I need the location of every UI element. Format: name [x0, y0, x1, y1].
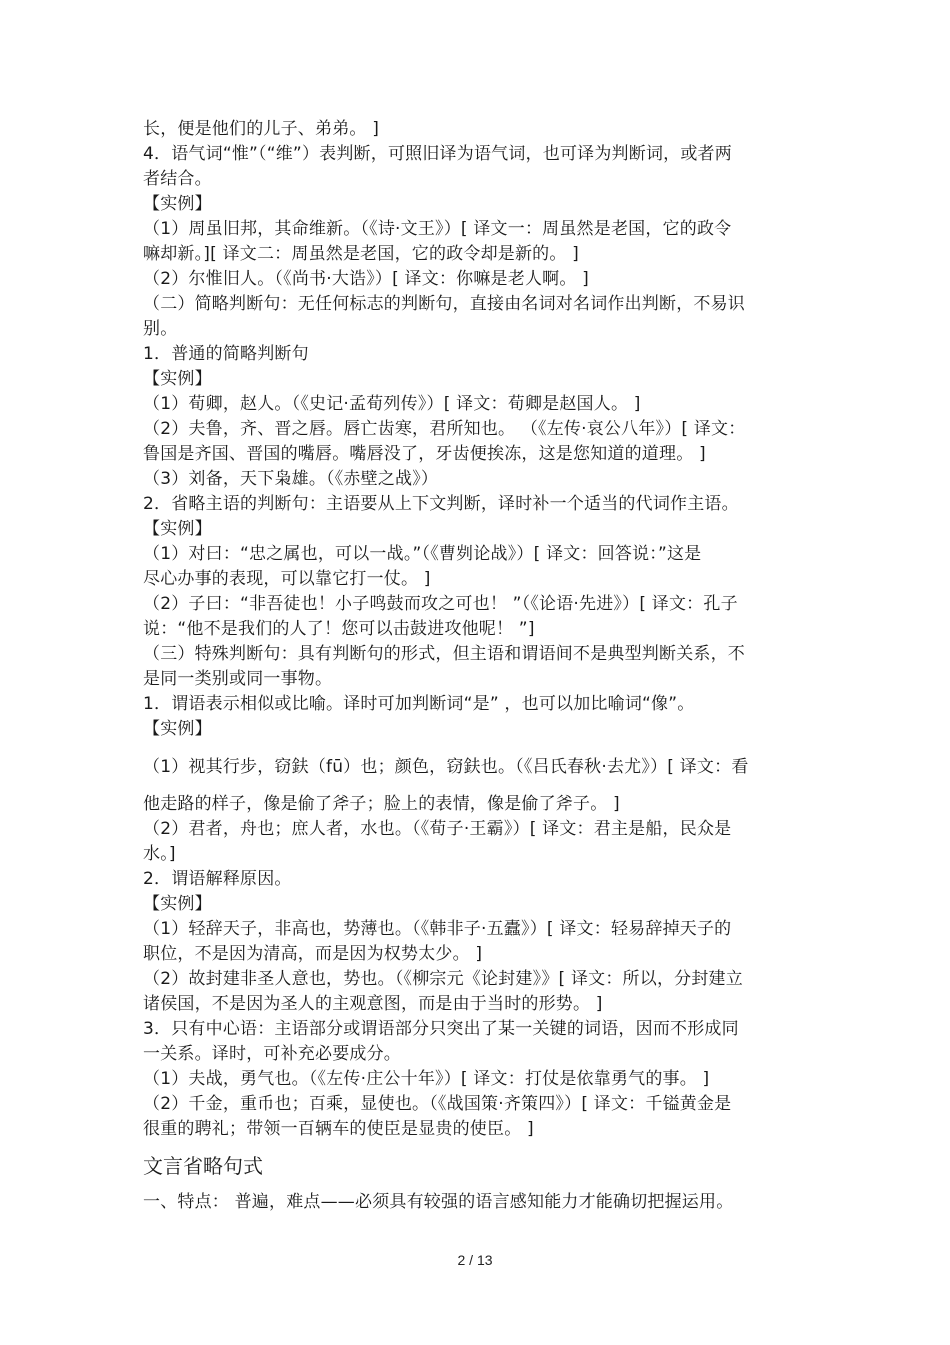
text-line: （2）千金，重币也；百乘，显使也。（《战国策·齐策四》）[ 译文：千镒黄金是	[143, 1094, 732, 1114]
text-line: （2）尔惟旧人。（《尚书·大诰》）[ 译文：你嘛是老人啊。 ]	[143, 269, 589, 289]
text-line: （三）特殊判断句：具有判断句的形式，但主语和谓语间不是典型判断关系，不	[143, 644, 745, 664]
text-line: 职位，不是因为清高，而是因为权势太少。 ]	[143, 944, 483, 964]
text-line: （1）对曰：“忠之属也，可以一战。”（《曹刿论战》）[ 译文：回答说：”这是	[143, 544, 702, 564]
text-line: 【实例】	[143, 894, 212, 914]
text-line: （1）夫战，勇气也。（《左传·庄公十年》）[ 译文：打仗是依靠勇气的事。 ]	[143, 1069, 710, 1089]
text-line: 2．谓语解释原因。	[143, 869, 292, 889]
text-line: （1）荀卿，赵人。（《史记·孟荀列传》）[ 译文：荀卿是赵国人。 ]	[143, 394, 641, 414]
text-line: 【实例】	[143, 719, 212, 739]
text-line: （2）子曰：“非吾徒也！小子鸣鼓而攻之可也！ ”（《论语·先进》）[ 译文：孔子	[143, 594, 738, 614]
text-line: （2）君者，舟也；庶人者，水也。（《荀子·王霸》）[ 译文：君主是船，民众是	[143, 819, 732, 839]
text-line: 说：“他不是我们的人了！您可以击鼓进攻他呢！ ”]	[143, 619, 535, 639]
text-line: 嘛却新。][ 译文二：周虽然是老国，它的政令却是新的。 ]	[143, 244, 580, 264]
page-number: 2 / 13	[457, 1252, 493, 1268]
text-line: （1）视其行步，窃鈇（fū）也；颜色，窃鈇也。（《吕氏春秋·去尤》）[ 译文：看	[143, 757, 749, 777]
text-line: （1）周虽旧邦，其命维新。（《诗·文王》）[ 译文一：周虽然是老国，它的政令	[143, 219, 732, 239]
text-line: （1）轻辞天子，非高也，势薄也。（《韩非子·五蠹》）[ 译文：轻易辞掉天子的	[143, 919, 732, 939]
text-line: 者结合。	[143, 169, 212, 189]
text-line: （二）简略判断句：无任何标志的判断句，直接由名词对名词作出判断，不易识	[143, 294, 745, 314]
text-line: 【实例】	[143, 369, 212, 389]
text-line: 诸侯国，不是因为圣人的主观意图，而是由于当时的形势。 ]	[143, 994, 603, 1014]
section-heading: 文言省略句式	[143, 1154, 263, 1178]
text-line: 长，便是他们的儿子、弟弟。 ]	[143, 119, 380, 139]
text-line: 他走路的样子，像是偷了斧子；脸上的表情，像是偷了斧子。 ]	[143, 794, 620, 814]
text-line: 是同一类别或同一事物。	[143, 669, 333, 689]
text-line: 4．语气词“惟”（“维”）表判断，可照旧译为语气词，也可译为判断词，或者两	[143, 144, 732, 164]
text-line: 1．谓语表示相似或比喻。译时可加判断词“是” ，也可以加比喻词“像”。	[143, 694, 695, 714]
text-line: 尽心办事的表现，可以靠它打一仗。 ]	[143, 569, 431, 589]
text-line: （2）故封建非圣人意也，势也。（《柳宗元《论封建》》[ 译文：所以，分封建立	[143, 969, 743, 989]
text-line: 3．只有中心语：主语部分或谓语部分只突出了某一关键的词语，因而不形成同	[143, 1019, 739, 1039]
text-line: 别。	[143, 319, 178, 339]
text-line: 鲁国是齐国、晋国的嘴唇。嘴唇没了，牙齿便挨冻，这是您知道的道理。 ]	[143, 444, 706, 464]
text-line: 【实例】	[143, 194, 212, 214]
text-line: 一关系。译时，可补充必要成分。	[143, 1044, 401, 1064]
text-line: （3）刘备，天下枭雄。（《赤壁之战》）	[143, 469, 439, 489]
text-line: （2）夫鲁，齐、晋之唇。唇亡齿寒，君所知也。 （《左传·哀公八年》）[ 译文：	[143, 419, 746, 439]
text-line: 2．省略主语的判断句：主语要从上下文判断，译时补一个适当的代词作主语。	[143, 494, 739, 514]
text-line: 水。]	[143, 844, 176, 864]
text-line: 1．普通的简略判断句	[143, 344, 309, 364]
text-line: 【实例】	[143, 519, 212, 539]
feature-line: 一、特点： 普遍，难点——必须具有较强的语言感知能力才能确切把握运用。	[143, 1192, 734, 1212]
text-line: 很重的聘礼；带领一百辆车的使臣是显贵的使臣。 ]	[143, 1119, 534, 1139]
